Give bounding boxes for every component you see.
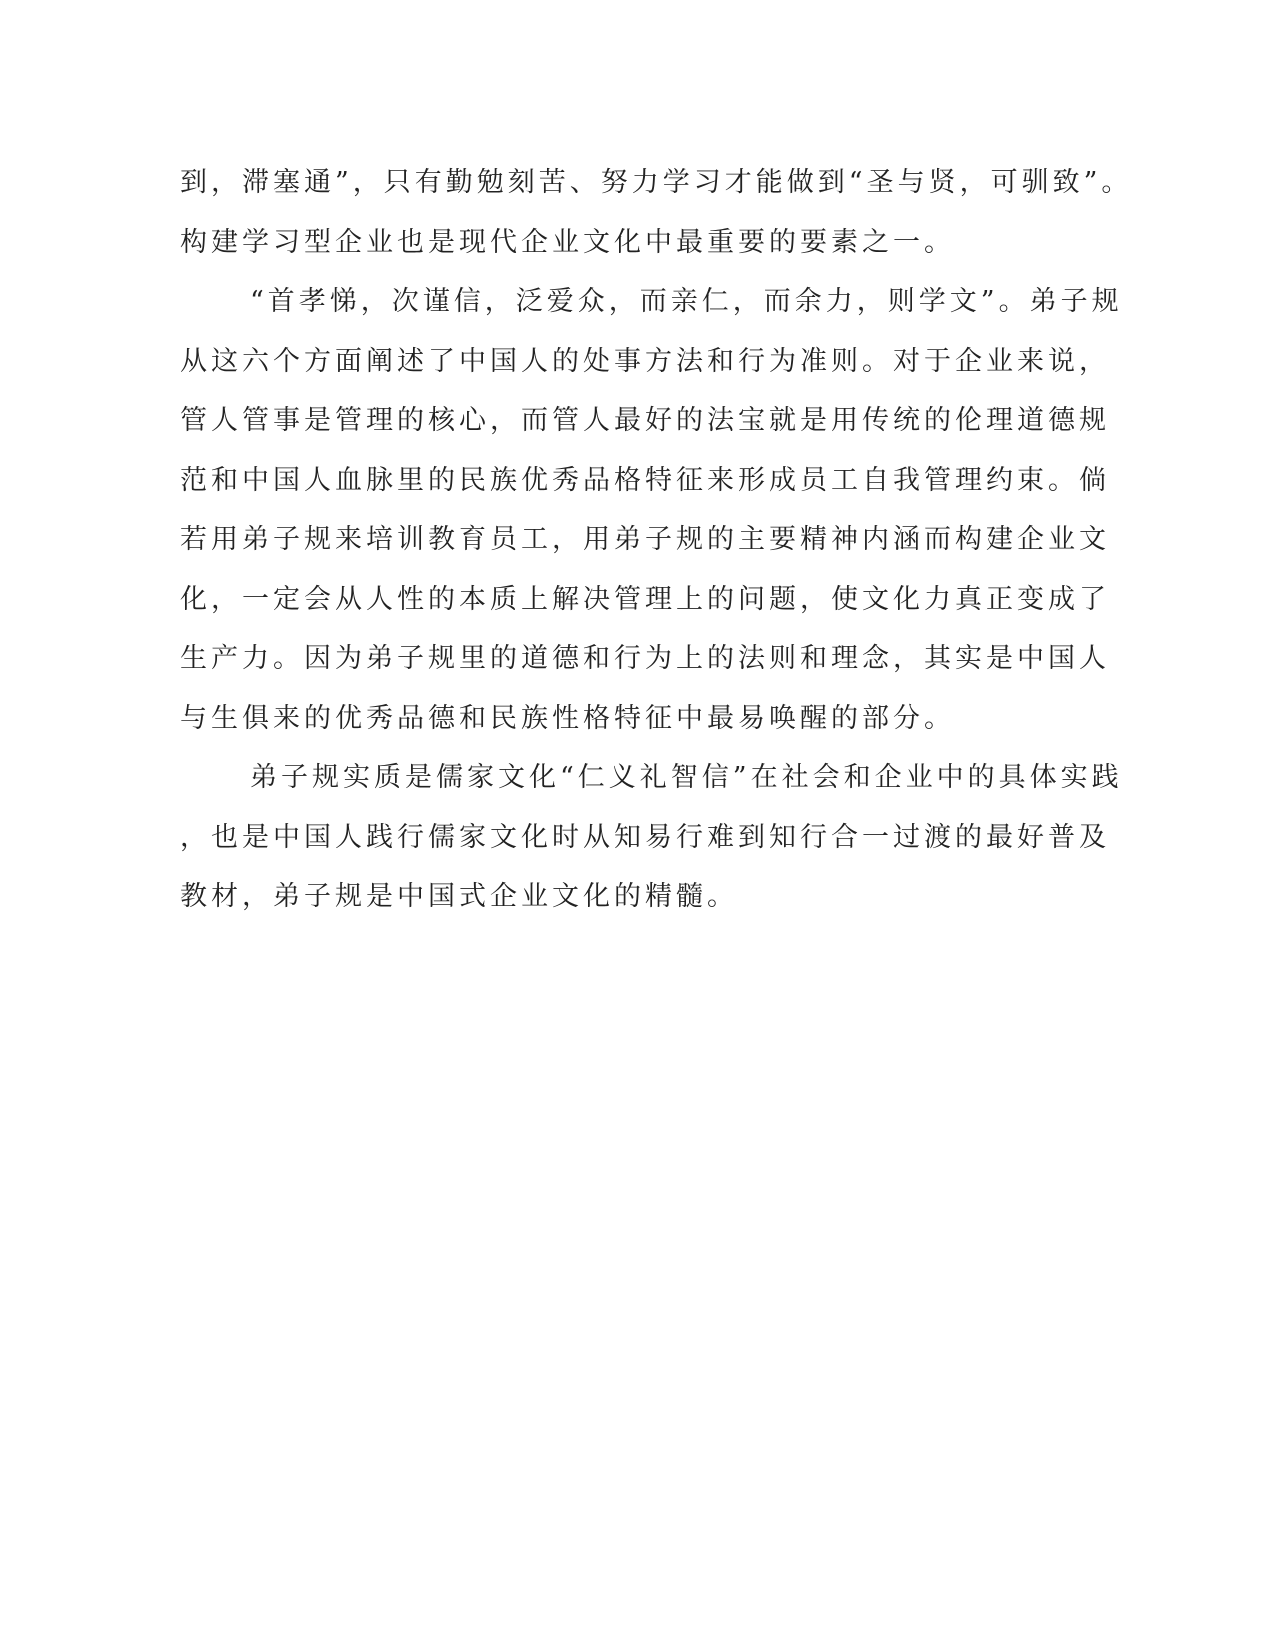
text-line: 到，滞塞通”，只有勤勉刻苦、努力学习才能做到“圣与贤，可驯致”。 — [180, 167, 1133, 198]
body-text — [180, 153, 1133, 927]
text-line: 化，一定会从人性的本质上解决管理上的问题，使文化力真正变成了 — [180, 583, 1110, 615]
text-line: 范和中国人血脉里的民族优秀品格特征来形成员工自我管理约束。倘 — [180, 464, 1110, 496]
paragraph-3 — [180, 748, 1123, 927]
text-line: 教材，弟子规是中国式企业文化的精髓。 — [180, 881, 738, 912]
text-line: 生产力。因为弟子规里的道德和行为上的法则和理念，其实是中国人 — [180, 643, 1110, 674]
paragraph-2 — [180, 272, 1123, 748]
text-line: 构建学习型企业也是现代企业文化中最重要的要素之一。 — [180, 226, 955, 258]
text-line: 若用弟子规来培训教育员工，用弟子规的主要精神内涵而构建企业文 — [180, 524, 1110, 555]
text-line: 与生俱来的优秀品德和民族性格特征中最易唤醒的部分。 — [180, 702, 955, 734]
text-line: 从这六个方面阐述了中国人的处事方法和行为准则。对于企业来说， — [180, 345, 1110, 377]
text-line: 管人管事是管理的核心，而管人最好的法宝就是用传统的伦理道德规 — [180, 405, 1110, 436]
text-line: “首孝悌，次谨信，泛爱众，而亲仁，而余力，则学文”。弟子规 — [250, 286, 1123, 317]
paragraph-1 — [180, 153, 1133, 272]
text-line: 弟子规实质是儒家文化“仁义礼智信”在社会和企业中的具体实践 — [250, 762, 1123, 793]
text-line: ，也是中国人践行儒家文化时从知易行难到知行合一过渡的最好普及 — [180, 821, 1110, 853]
